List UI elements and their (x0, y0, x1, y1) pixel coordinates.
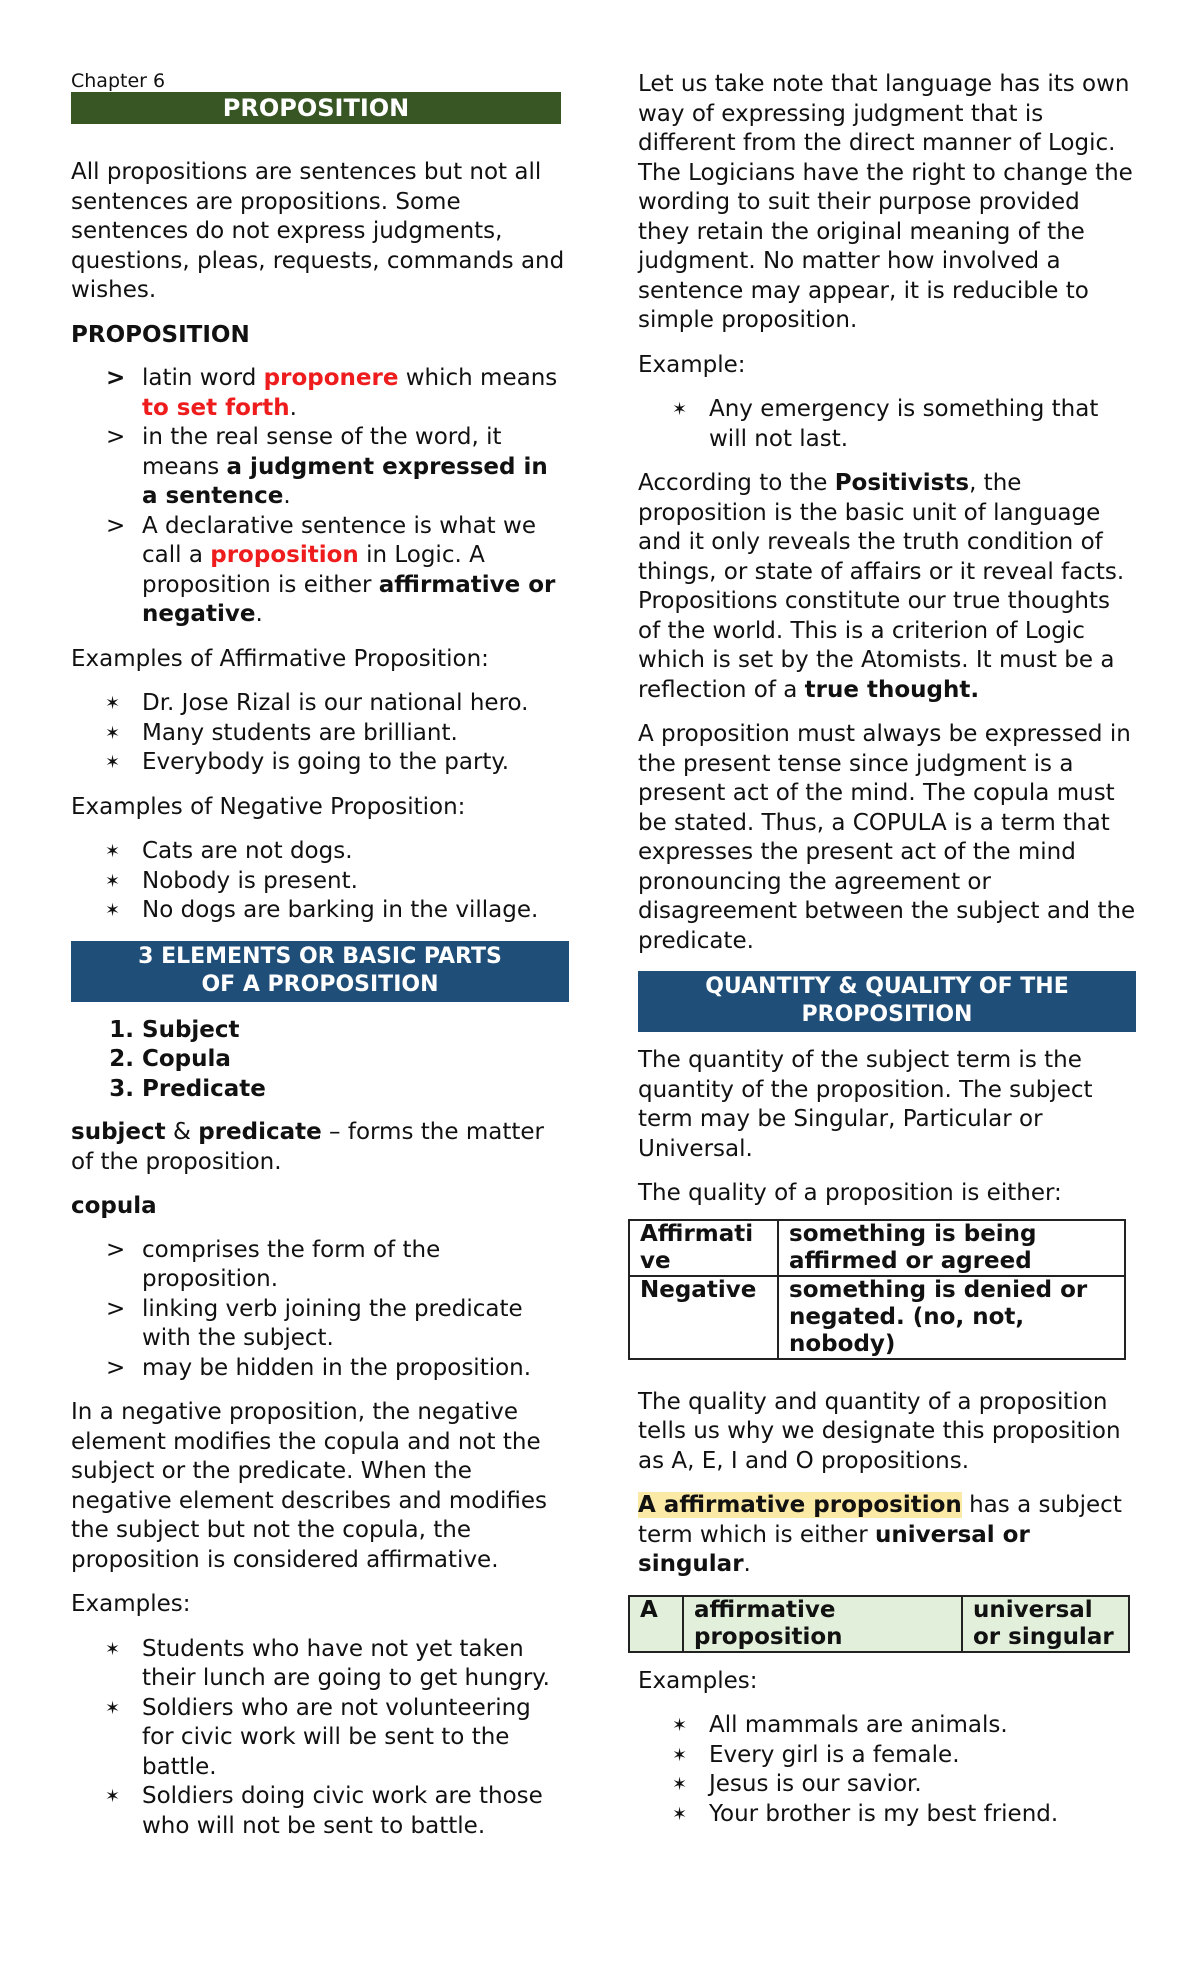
intro-paragraph: All propositions are sentences but not all sentences are propositions. Some sentences do not express judgments, questions, pleas, requests, commands and wishes. (71, 159, 565, 303)
quantity-paragraph: The quantity of the subject term is the quantity of the proposition. The subject term may be Singular, Particular or Universal. (638, 1047, 1093, 1162)
copula-heading: copula (71, 1193, 157, 1219)
copula-list (71, 1236, 569, 1384)
left-column (71, 0, 569, 1856)
elements-section-header: 3 ELEMENTS OR BASIC PARTS OF A PROPOSITION (71, 941, 569, 1002)
list-item: > comprises the form of the proposition. (142, 1236, 569, 1295)
list-item: ✶ Dr. Jose Rizal is our national hero. (142, 689, 569, 719)
table-row (629, 1276, 1125, 1359)
examples-label: Examples: (71, 1591, 191, 1617)
a-proposition-paragraph: A affirmative proposition has a subject term which is either universal or singular. (638, 1492, 1122, 1577)
negative-examples-list (71, 837, 569, 926)
list-item: ✶ Every girl is a female. (709, 1741, 1136, 1771)
negative-element-examples-list (71, 1635, 569, 1842)
list-item: ✶ Soldiers who are not volunteering for civic work will be sent to the battle. (142, 1694, 569, 1783)
aeio-paragraph: The quality and quantity of a proposition tells us why we designate this proposition as A, E, I and O propositions. (638, 1388, 1121, 1474)
elements-list (71, 1016, 569, 1105)
list-item: ✶ Soldiers doing civic work are those who will not be sent to battle. (142, 1782, 569, 1841)
table-cell: Negative (629, 1276, 778, 1359)
copula-paragraph: A proposition must always be expressed in the present tense since judgment is a present act of the mind. The copula must be stated. Thus, a COPULA is a term that expresses the present act of the mind pronouncing the agreement or disagreement between the subject and the predicate. (638, 721, 1136, 954)
list-item: ✶ Everybody is going to the party. (142, 748, 569, 778)
list-item: 3. Predicate (142, 1075, 569, 1105)
table-cell: something is being affirmed or agreed (778, 1220, 1125, 1276)
proposition-definition-list (71, 364, 569, 630)
list-item: ✶ No dogs are barking in the village. (142, 896, 569, 926)
negative-element-paragraph: In a negative proposition, the negative element modifies the copula and not the subject or the predicate. When the negative element describes and modifies the subject but not the copula, the proposition is considered affirmative. (71, 1399, 547, 1573)
negative-examples-label: Examples of Negative Proposition: (71, 793, 466, 820)
page-title: PROPOSITION (71, 92, 561, 124)
list-item: ✶ All mammals are animals. (709, 1711, 1136, 1741)
matter-paragraph: subject & predicate – forms the matter of the proposition. (71, 1119, 544, 1175)
list-item: ✶ Any emergency is something that will not last. (709, 395, 1136, 454)
affirmative-examples-list (71, 689, 569, 778)
list-item: > A declarative sentence is what we call a proposition in Logic. A proposition is either affirmative or negative. (142, 512, 569, 630)
right-column (638, 0, 1136, 1844)
table-cell: universal or singular (962, 1596, 1129, 1652)
list-item: > linking verb joining the predicate with the subject. (142, 1295, 569, 1354)
quality-label: The quality of a proposition is either: (638, 1180, 1062, 1206)
list-item: ✶ Jesus is our savior. (709, 1770, 1136, 1800)
table-row (629, 1220, 1125, 1276)
a-proposition-table (628, 1595, 1130, 1653)
list-item: ✶ Nobody is present. (142, 867, 569, 897)
table-row (629, 1596, 1129, 1652)
list-item: 1. Subject (142, 1016, 569, 1046)
language-paragraph: Let us take note that language has its own way of expressing judgment that is different from the direct manner of Logic. The Logicians have the right to change the wording to suit their purpose provided they retain the original meaning of the judgment. No matter how involved a sentence may appear, it is reducible to simple proposition. (638, 71, 1133, 333)
list-item: 2. Copula (142, 1045, 569, 1075)
list-item: > latin word proponere which means to set forth. (142, 364, 569, 423)
table-cell: something is denied or negated. (no, not, nobody) (778, 1276, 1125, 1359)
proposition-heading: PROPOSITION (71, 321, 250, 348)
chapter-label: Chapter 6 (71, 70, 166, 92)
quantity-section-header: QUANTITY & QUALITY OF THE PROPOSITION (638, 971, 1136, 1032)
list-item: ✶ Many students are brilliant. (142, 719, 569, 749)
example-label: Example: (638, 351, 746, 378)
a-examples-list (638, 1711, 1136, 1829)
table-cell: affirmative proposition (683, 1596, 962, 1652)
list-item: > may be hidden in the proposition. (142, 1354, 569, 1384)
positivists-paragraph: According to the Positivists, the proposition is the basic unit of language and it only reveals the truth condition of things, or state of affairs or it reveal facts. Propositions constitute our true thoughts of the world. This is a criterion of Logic which is set by the Atomists. It must be a reflection of a true thought. (638, 470, 1125, 703)
language-example-list (638, 395, 1136, 454)
table-cell: Affirmative (629, 1220, 778, 1276)
list-item: ✶ Students who have not yet taken their lunch are going to get hungry. (142, 1635, 569, 1694)
list-item: ✶ Your brother is my best friend. (709, 1800, 1136, 1830)
list-item: > in the real sense of the word, it means a judgment expressed in a sentence. (142, 423, 569, 512)
list-item: ✶ Cats are not dogs. (142, 837, 569, 867)
table-cell: A (629, 1596, 683, 1652)
affirmative-examples-label: Examples of Affirmative Proposition: (71, 645, 489, 672)
examples-label: Examples: (638, 1667, 758, 1694)
quality-table (628, 1219, 1126, 1360)
